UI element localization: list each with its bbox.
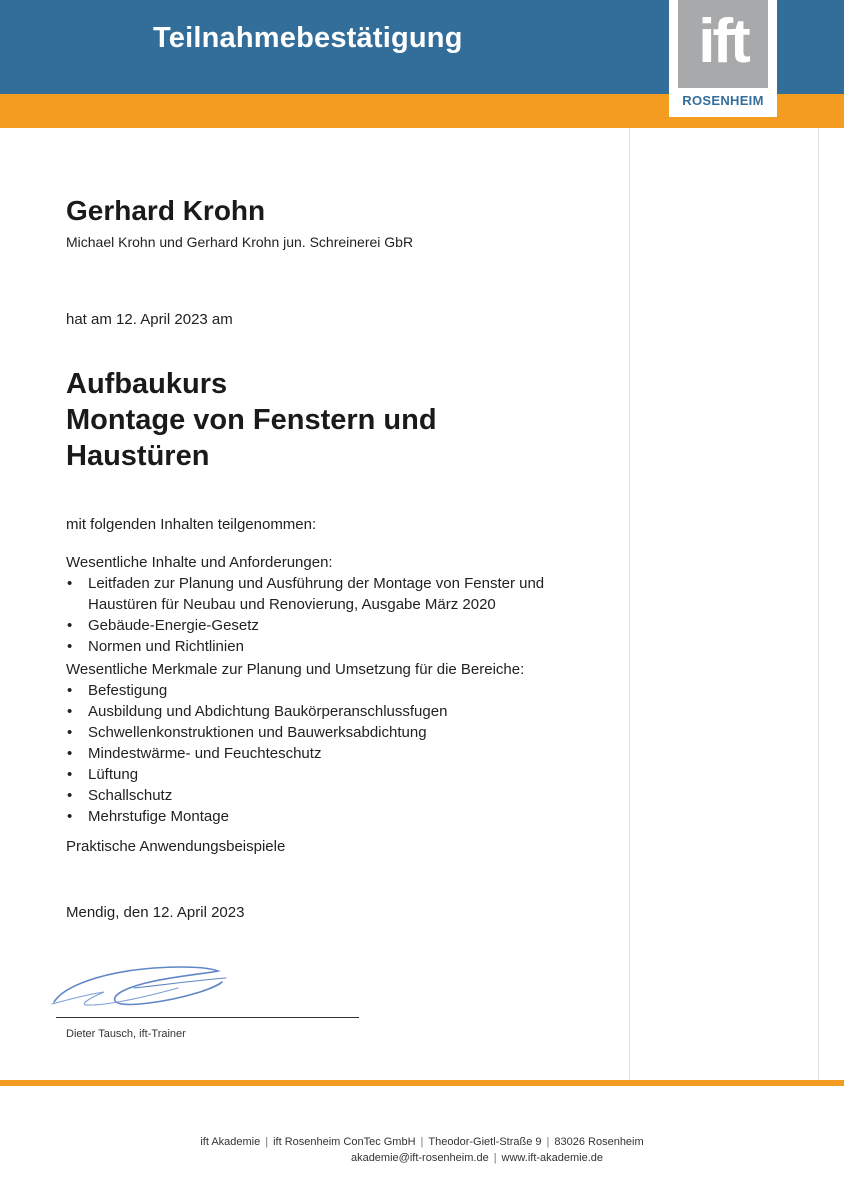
place-date: Mendig, den 12. April 2023 (66, 904, 245, 921)
list-item: • Gebäude-Energie-Gesetz (88, 615, 626, 636)
ift-logo (669, 0, 777, 117)
footer-address-line: ift Akademie | ift Rosenheim ConTec GmbH | Theodor-Gietl-Straße 9 | 83026 Rosenheim (200, 1136, 644, 1148)
signer-name: Dieter Tausch, ift-Trainer (66, 1028, 186, 1040)
course-contents (66, 514, 626, 857)
course-title-line: Montage von Fenstern und (66, 404, 437, 436)
contents-list (66, 573, 626, 657)
features-list (66, 680, 626, 827)
margin-line-left (629, 128, 630, 1080)
contents-intro: mit folgenden Inhalten teilgenommen: (66, 516, 317, 533)
footer-company: ift Rosenheim ConTec GmbH (273, 1136, 416, 1148)
document-title: Teilnahmebestätigung (153, 22, 463, 54)
section-title: Wesentliche Inhalte und Anforderungen: (66, 554, 333, 571)
list-item: • Leitfaden zur Planung und Ausführung der Montage von Fenster und Haustüren für Neubau und Renovierung, Ausgabe März 2020 (88, 573, 626, 615)
signature-line (56, 1017, 359, 1018)
course-title (66, 366, 437, 474)
list-item: • Ausbildung und Abdichtung Baukörperanschlussfugen (88, 701, 626, 722)
course-title-line: Haustüren (66, 440, 210, 472)
signature-graphic (50, 958, 240, 1010)
participant-name: Gerhard Krohn (66, 195, 266, 226)
list-item: • Mehrstufige Montage (88, 806, 626, 827)
footer-contact-line: akademie@ift-rosenheim.de | www.ift-akademie.de (350, 1152, 604, 1164)
practical-note: Praktische Anwendungsbeispiele (66, 838, 286, 855)
margin-line-right (818, 128, 819, 1080)
footer-email: akademie@ift-rosenheim.de (350, 1152, 489, 1164)
participation-intro: hat am 12. April 2023 am (66, 311, 233, 328)
list-item: • Schwellenkonstruktionen und Bauwerksabdichtung (88, 722, 626, 743)
logo-text: ift (698, 7, 748, 76)
list-item: • Lüftung (88, 764, 626, 785)
list-item: • Schallschutz (88, 785, 626, 806)
footer-accent-stripe (0, 1080, 844, 1086)
list-item: • Befestigung (88, 680, 626, 701)
logo-mark (678, 0, 768, 88)
list-item: • Normen und Richtlinien (88, 636, 626, 657)
logo-city: ROSENHEIM (682, 93, 764, 108)
section-title: Wesentliche Merkmale zur Planung und Umsetzung für die Bereiche: (66, 661, 525, 678)
footer-website: www.ift-akademie.de (501, 1152, 604, 1164)
list-item: • Mindestwärme- und Feuchteschutz (88, 743, 626, 764)
course-title-line: Aufbaukurs (66, 368, 228, 400)
footer-city: 83026 Rosenheim (554, 1136, 644, 1148)
footer-street: Theodor-Gietl-Straße 9 (428, 1136, 542, 1148)
footer (0, 1134, 844, 1166)
footer-org: ift Akademie (200, 1136, 261, 1148)
participant-company: Michael Krohn und Gerhard Krohn jun. Schreinerei GbR (66, 234, 414, 250)
